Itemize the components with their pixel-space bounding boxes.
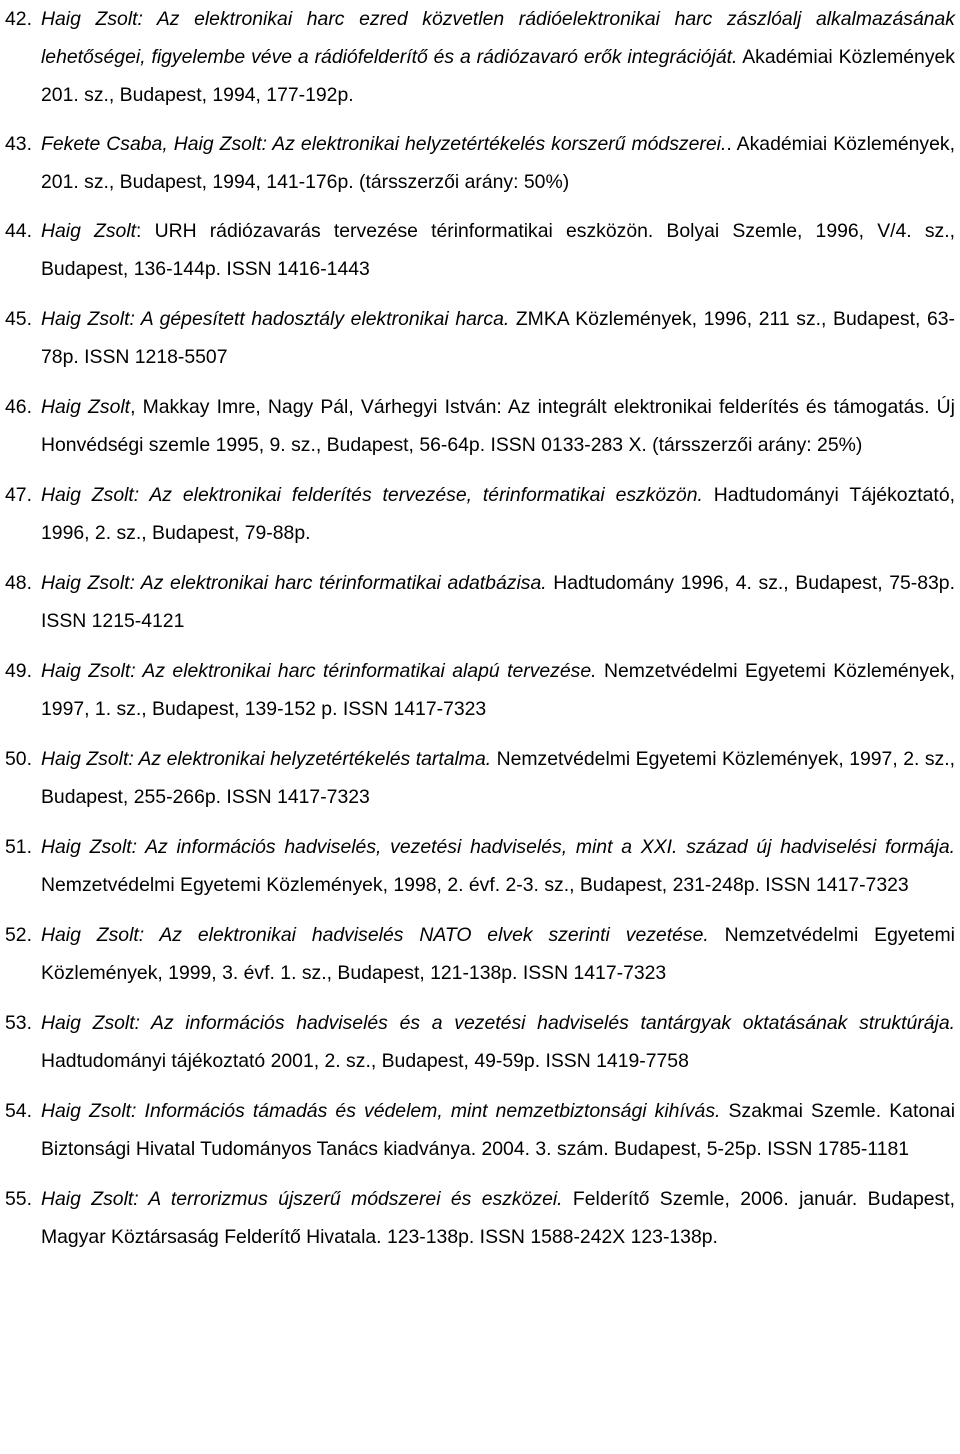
reference-entry — [5, 1092, 955, 1168]
reference-title: Fekete Csaba, Haig Zsolt: Az elektronikai helyzetértékelés korszerű módszerei. — [41, 133, 727, 155]
reference-publication: , Makkay Imre, Nagy Pál, Várhegyi István: Az integrált elektronikai felderítés és támogatás. Új Honvédségi szemle 1995, 9. sz., Budapest, 56-64p. ISSN 0133-283 X. (társszerzői arány: 25%) — [41, 396, 955, 456]
reference-publication: . Akadémiai Közlemények, 201. sz., Budapest, 1994, 141-176p. (társszerzői arány: 50%) — [41, 133, 955, 193]
reference-entry — [5, 1004, 955, 1080]
reference-entry — [5, 652, 955, 728]
reference-entry — [5, 1180, 955, 1256]
reference-publication: Szakmai Szemle. Katonai Biztonsági Hivatal Tudományos Tanács kiadványa. 2004. 3. szám. Budapest, 5-25p. ISSN 1785-1181 — [41, 1100, 955, 1160]
reference-publication: Nemzetvédelmi Egyetemi Közlemények, 1999, 3. évf. 1. sz., Budapest, 121-138p. ISSN 1417-7323 — [41, 924, 955, 984]
reference-number: 47. — [5, 484, 32, 506]
reference-publication: : URH rádiózavarás tervezése térinformatikai eszközön. Bolyai Szemle, 1996, V/4. sz., Budapest, 136-144p. ISSN 1416-1443 — [41, 220, 955, 280]
reference-entry — [5, 125, 955, 201]
reference-publication: Hadtudományi Tájékoztató, 1996, 2. sz., Budapest, 79-88p. — [41, 484, 955, 544]
reference-publication: Felderítő Szemle, 2006. január. Budapest, Magyar Köztársaság Felderítő Hivatala. 123-138p. ISSN 1588-242X 123-138p. — [41, 1188, 955, 1248]
reference-entry — [5, 0, 955, 114]
reference-number: 53. — [5, 1012, 32, 1034]
reference-title: Haig Zsolt: Az elektronikai hadviselés NATO elvek szerinti vezetése. — [41, 924, 709, 946]
reference-number: 43. — [5, 133, 32, 155]
reference-title: Haig Zsolt — [41, 220, 137, 242]
reference-entry — [5, 212, 955, 288]
reference-title: Haig Zsolt: Az elektronikai helyzetértékelés tartalma. — [41, 748, 492, 770]
reference-number: 45. — [5, 308, 32, 330]
reference-entry — [5, 916, 955, 992]
reference-entry — [5, 564, 955, 640]
reference-title: Haig Zsolt: A gépesített hadosztály elektronikai harca. — [41, 308, 510, 330]
reference-publication: ZMKA Közlemények, 1996, 211 sz., Budapest, 63-78p. ISSN 1218-5507 — [41, 308, 955, 368]
reference-title: Haig Zsolt: Az elektronikai harc térinformatikai alapú tervezése. — [41, 660, 597, 682]
reference-entry — [5, 476, 955, 552]
reference-title: Haig Zsolt — [41, 396, 131, 418]
reference-publication: Akadémiai Közlemények 201. sz., Budapest, 1994, 177-192p. — [41, 46, 956, 106]
reference-publication: Nemzetvédelmi Egyetemi Közlemények, 1997, 1. sz., Budapest, 139-152 p. ISSN 1417-7323 — [41, 660, 955, 720]
reference-entry — [5, 828, 955, 904]
reference-publication: Hadtudomány 1996, 4. sz., Budapest, 75-83p. ISSN 1215-4121 — [41, 572, 955, 632]
reference-number: 50. — [5, 748, 32, 770]
reference-list — [5, 0, 955, 1256]
reference-number: 46. — [5, 396, 32, 418]
reference-publication: Nemzetvédelmi Egyetemi Közlemények, 1997, 2. sz., Budapest, 255-266p. ISSN 1417-7323 — [41, 748, 955, 808]
reference-title: Haig Zsolt: A terrorizmus újszerű módszerei és eszközei. — [41, 1188, 563, 1210]
reference-title: Haig Zsolt: Az elektronikai felderítés tervezése, térinformatikai eszközön. — [41, 484, 703, 506]
reference-number: 51. — [5, 836, 32, 858]
reference-title: Haig Zsolt: Az elektronikai harc ezred közvetlen rádióelektronikai harc zászlóalj alkalmazásának lehetőségei, figyelembe véve a rádiófelderítő és a rádiózavaró erők integrációját. — [41, 8, 955, 68]
reference-number: 48. — [5, 572, 32, 594]
reference-number: 54. — [5, 1100, 32, 1122]
reference-number: 49. — [5, 660, 32, 682]
reference-entry — [5, 388, 955, 464]
reference-publication: Hadtudományi tájékoztató 2001, 2. sz., Budapest, 49-59p. ISSN 1419-7758 — [41, 1050, 689, 1072]
reference-title: Haig Zsolt: Az információs hadviselés és a vezetési hadviselés tantárgyak oktatásának struktúrája. — [41, 1012, 955, 1034]
reference-entry — [5, 740, 955, 816]
reference-number: 55. — [5, 1188, 32, 1210]
reference-publication: Nemzetvédelmi Egyetemi Közlemények, 1998, 2. évf. 2-3. sz., Budapest, 231-248p. ISSN 1417-7323 — [41, 874, 909, 896]
reference-entry — [5, 300, 955, 376]
reference-title: Haig Zsolt: Információs támadás és védelem, mint nemzetbiztonsági kihívás. — [41, 1100, 721, 1122]
reference-title: Haig Zsolt: Az információs hadviselés, vezetési hadviselés, mint a XXI. század új hadviselési formája. — [41, 836, 955, 858]
reference-number: 52. — [5, 924, 32, 946]
reference-title: Haig Zsolt: Az elektronikai harc térinformatikai adatbázisa. — [41, 572, 547, 594]
reference-number: 42. — [5, 8, 32, 30]
reference-number: 44. — [5, 220, 32, 242]
